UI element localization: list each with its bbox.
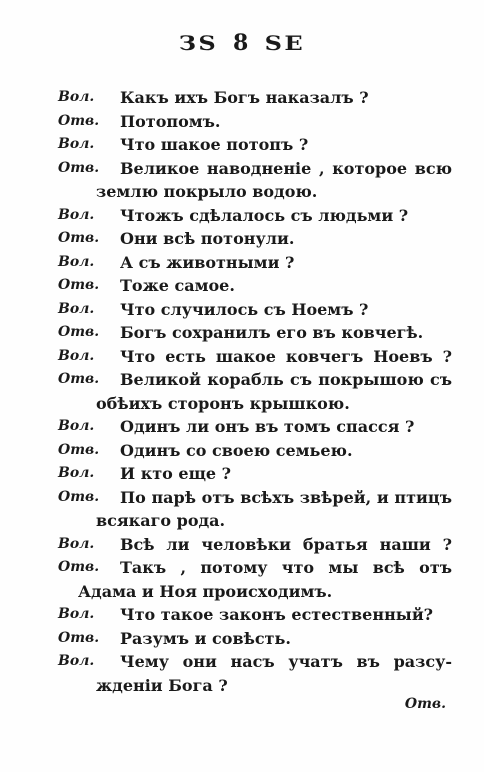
speaker-label: Отв. — [58, 559, 100, 575]
line-text: Они всѣ потонули. — [120, 229, 295, 248]
speaker-label: Отв. — [58, 112, 100, 129]
line-text: Что случилось съ Ноемъ ? — [120, 299, 369, 319]
dialogue-line — [0, 439, 484, 463]
line-continuation: Адама и Ноя происходимъ. — [78, 581, 333, 601]
dialogue-line — [0, 415, 484, 439]
dialogue-line — [0, 674, 484, 698]
line-continuation: всякаго рода. — [96, 511, 226, 530]
dialogue-line — [0, 204, 484, 228]
speaker-label: Отв. — [58, 371, 100, 387]
line-text: А съ животными ? — [120, 252, 295, 272]
line-continuation: землю покрыло водою. — [96, 182, 318, 201]
page-header — [0, 30, 484, 56]
dialogue-line — [0, 462, 484, 486]
speaker-label: Вол. — [58, 347, 95, 364]
dialogue-line — [0, 533, 484, 557]
dialogue-line — [0, 321, 484, 345]
line-continuation: обѣихъ сторонъ крышкою. — [96, 393, 350, 413]
dialogue-line — [0, 603, 484, 627]
speaker-label: Отв. — [58, 441, 100, 458]
speaker-label: Вол. — [58, 253, 95, 270]
dialogue-line — [0, 86, 484, 110]
line-text: Разумъ и совѣсть. — [120, 628, 291, 648]
dialogue-line — [0, 650, 484, 674]
line-text: Что есть шакое ковчегъ Ноевъ ? — [120, 346, 452, 366]
speaker-label: Вол. — [58, 136, 95, 152]
speaker-label: Вол. — [58, 653, 95, 669]
page-number: 8 — [232, 30, 251, 56]
speaker-label: Отв. — [58, 159, 100, 176]
line-continuation: жденіи Бога ? — [96, 675, 228, 695]
dialogue-body — [0, 86, 484, 697]
speaker-label: Вол. — [58, 465, 95, 481]
line-text: Всѣ ли человѣки братья наши ? — [120, 534, 452, 554]
ornament-right: ЅЕ — [264, 31, 305, 55]
dialogue-line — [0, 298, 484, 322]
dialogue-line — [0, 345, 484, 369]
line-text: Одинъ ли онъ въ томъ спасся ? — [120, 417, 415, 436]
line-text: Великой корабль съ покрышою съ — [120, 370, 452, 389]
speaker-label: Отв. — [58, 277, 100, 293]
line-text: Чтожъ сдѣлалось съ людьми ? — [120, 205, 409, 225]
speaker-label: Отв. — [58, 629, 100, 646]
catchword: Отв. — [404, 696, 446, 712]
speaker-label: Вол. — [58, 418, 95, 434]
speaker-label: Вол. — [58, 206, 95, 223]
dialogue-line — [0, 556, 484, 580]
ornament-left: ЗЅ — [179, 31, 219, 55]
speaker-label: Отв. — [58, 230, 100, 246]
line-text: Великое наводненіе , которое всю — [120, 158, 452, 178]
dialogue-line — [0, 580, 484, 604]
speaker-label: Вол. — [58, 89, 95, 105]
dialogue-line — [0, 368, 484, 392]
dialogue-line — [0, 486, 484, 510]
speaker-label: Отв. — [58, 324, 100, 340]
line-text: Чему они насъ учатъ въ разсу- — [120, 652, 452, 671]
dialogue-line — [0, 180, 484, 204]
dialogue-line — [0, 251, 484, 275]
line-text: И кто еще ? — [120, 464, 232, 483]
dialogue-line — [0, 133, 484, 157]
speaker-label: Отв. — [58, 488, 100, 505]
line-text: Такъ , потому что мы всѣ отъ — [120, 558, 452, 577]
line-text: Богъ сохранилъ его въ ковчегѣ. — [120, 323, 424, 342]
line-text: Что такое законъ естественный? — [120, 605, 434, 624]
line-text: Что шакое потопъ ? — [120, 135, 309, 154]
line-text: Тоже самое. — [120, 276, 235, 295]
line-text: Одинъ со своею семьею. — [120, 440, 353, 460]
dialogue-line — [0, 392, 484, 416]
dialogue-line — [0, 274, 484, 298]
dialogue-line — [0, 110, 484, 134]
dialogue-line — [0, 509, 484, 533]
dialogue-line — [0, 227, 484, 251]
line-text: По парѣ отъ всѣхъ звѣрей, и птицъ — [120, 487, 452, 507]
dialogue-line — [0, 627, 484, 651]
speaker-label: Вол. — [58, 606, 95, 622]
line-text: Какъ ихъ Богъ наказалъ ? — [120, 88, 369, 107]
speaker-label: Вол. — [58, 300, 95, 317]
line-text: Потопомъ. — [120, 111, 221, 131]
dialogue-line — [0, 157, 484, 181]
speaker-label: Вол. — [58, 535, 95, 552]
